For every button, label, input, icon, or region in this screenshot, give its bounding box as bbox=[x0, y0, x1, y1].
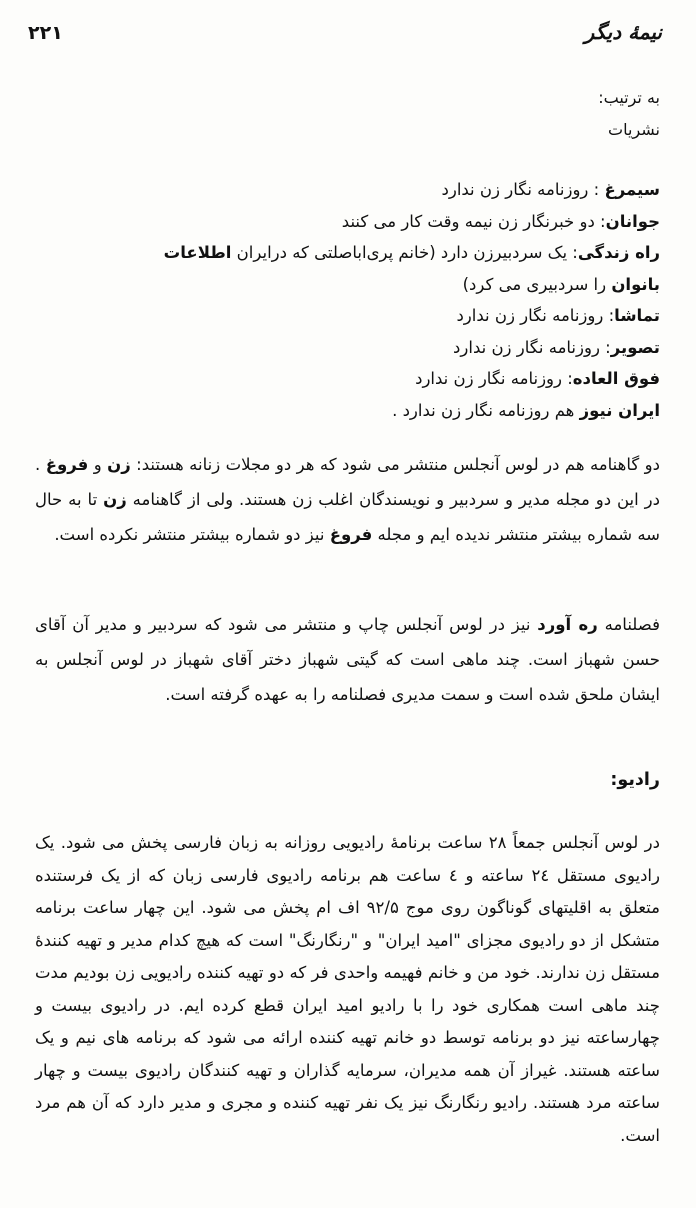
magazine-name-rahavard: ره آورد bbox=[537, 615, 598, 634]
intro-line-order: به ترتیب: bbox=[598, 88, 660, 107]
publication-note: : یک سردبیرزن دارد (خانم پری‌اباصلتی که درایران bbox=[231, 243, 578, 262]
publication-line-tasvir bbox=[36, 332, 660, 364]
paragraph-text: و bbox=[88, 455, 108, 474]
journal-title: نیمهٔ دیگر bbox=[584, 20, 662, 44]
paragraph-womens-magazines bbox=[35, 447, 660, 552]
intro-line-publications: نشریات bbox=[608, 120, 660, 139]
publication-note: را سردبیری می کرد) bbox=[462, 274, 612, 294]
radio-section-heading: رادیو: bbox=[610, 770, 660, 790]
paragraph-text: نیز در لوس آنجلس چاپ و منتشر می شود که سردبیر و مدیر آن آقای حسن شهباز است. چند ماهی است که گیتی شهباز دختر آقای شهباز در لوس آنجلس به ایشان ملحق شده است و سمت مدیری فصلنامه را به عهده گرفته است. bbox=[35, 615, 660, 704]
magazine-name: جوانان bbox=[605, 211, 660, 231]
magazine-name: تماشا bbox=[614, 306, 660, 325]
publication-note: : روزنامه نگار زن ندارد bbox=[453, 337, 611, 357]
magazine-name: فوق العاده bbox=[572, 369, 660, 388]
magazine-name: سیمرغ bbox=[604, 180, 660, 199]
paragraph-text: دو گاهنامه هم در لوس آنجلس منتشر می شود که هر دو مجلات زنانه هستند: bbox=[130, 455, 660, 474]
magazine-name: بانوان bbox=[611, 274, 660, 294]
magazine-name-zan: زن bbox=[107, 455, 131, 474]
publication-line-iran-news bbox=[36, 395, 660, 427]
magazine-name-zan: زن bbox=[103, 490, 127, 509]
publication-line-banovan-continuation bbox=[36, 269, 660, 301]
publication-note: : روزنامه نگار زن ندارد bbox=[456, 306, 615, 325]
publication-note: هم روزنامه نگار زن ندارد . bbox=[392, 400, 580, 420]
publication-line-javanan bbox=[36, 206, 660, 238]
publication-line-rah-zendegi bbox=[36, 237, 660, 269]
magazine-name: ایران نیوز bbox=[579, 400, 660, 420]
intro-block bbox=[36, 82, 660, 146]
paragraph-text: تا به حال سه شماره بیشتر منتشر ندیده ایم و مجله bbox=[35, 490, 660, 544]
publications-list bbox=[36, 174, 660, 426]
magazine-name-forough: فروغ bbox=[45, 455, 89, 474]
paragraph-rahavard-quarterly bbox=[35, 607, 660, 712]
magazine-name-forough: فروغ bbox=[329, 525, 373, 544]
publication-line-tamasha bbox=[36, 300, 660, 332]
magazine-name: راه زندگی bbox=[577, 243, 660, 262]
paragraph-text: . در این دو مجله مدیر و سردبیر و نویسندگان اغلب زن هستند. ولی از گاهنامه bbox=[35, 455, 660, 509]
publication-line-simorgh bbox=[36, 174, 660, 206]
publication-line-fowqolade bbox=[36, 363, 660, 395]
publication-note: : دو خبرنگار زن نیمه وقت کار می کنند bbox=[341, 211, 606, 231]
paragraph-radio: در لوس آنجلس جمعاً ۲۸ ساعت برنامهٔ رادیویی روزانه به زبان فارسی پخش می شود. یک رادیوی مستقل ۲٤ ساعته و ٤ ساعت هم برنامه رادیوی فارسی زبان که از یک فرستنده متعلق به اقلیتهای گوناگون روی موج ۹۲/۵ اف ام پخش می شود. این چهار ساعت برنامه متشکل از دو رادیوی مجزای "امید ایران" و "رنگارنگ" است که هیچ کدام مدیر و تهیه کنندهٔ مستقل زن ندارند. خود من و خانم فهیمه واحدی فر که دو تهیه کننده رادیویی زن بودیم مدت چند ماهی است همکاری خود را با رادیو امید ایران قطع کرده ایم. در رادیوی بیست و چهارساعته نیز دو برنامه توسط دو خانم تهیه کننده ارائه می شود که برنامه های نیم و یک ساعته هستند. غیراز آن همه مدیران، سرمایه گذاران و تهیه کنندگان رادیوی بیست و چهار ساعته مرد هستند. رادیو رنگارنگ نیز یک نفر تهیه کننده و مجری و مدیر دارد که آن هم مرد است. bbox=[35, 833, 660, 1145]
publication-note: : روزنامه نگار زن ندارد bbox=[441, 180, 605, 199]
publication-note: : روزنامه نگار زن ندارد bbox=[415, 369, 573, 388]
paragraph-text: فصلنامه bbox=[597, 615, 660, 634]
page-header bbox=[28, 20, 662, 44]
magazine-name: تصویر bbox=[610, 337, 660, 357]
paragraph-text: نیز دو شماره بیشتر منتشر نکرده است. bbox=[54, 525, 330, 544]
page-number: ۲۲۱ bbox=[28, 22, 63, 44]
magazine-name-ettelaat: اطلاعات bbox=[163, 243, 232, 262]
